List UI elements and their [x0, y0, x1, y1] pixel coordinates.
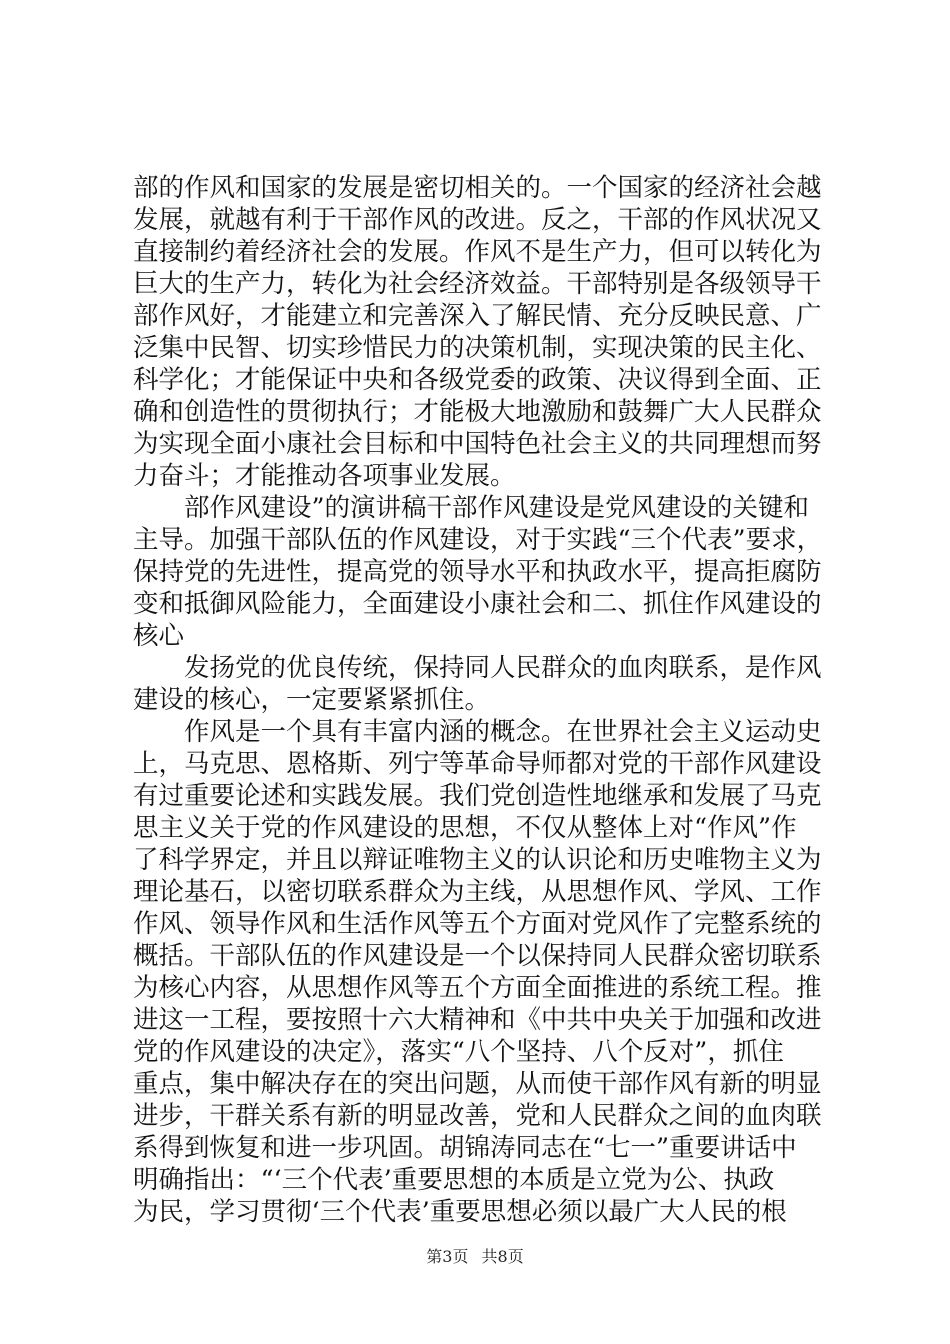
- page-total: 共8页: [481, 1247, 524, 1266]
- text-line: 巨大的生产力，转化为社会经济效益。干部特别是各级领导干: [133, 269, 822, 299]
- body-text: [133, 172, 833, 1228]
- text-line: 概括。干部队伍的作风建设是一个以保持同人民群众密切联系: [133, 941, 822, 971]
- text-line: 为核心内容，从思想作风等五个方面全面推进的系统工程。推: [133, 973, 822, 1003]
- text-line: 有过重要论述和实践发展。我们党创造性地继承和发展了马克: [133, 781, 822, 811]
- text-line: 作风、领导作风和生活作风等五个方面对党风作了完整系统的: [133, 909, 822, 939]
- text-line: 保持党的先进性，提高党的领导水平和执政水平，提高拒腐防: [133, 557, 822, 587]
- text-line: 进步，干群关系有新的明显改善，党和人民群众之间的血肉联: [133, 1101, 822, 1131]
- text-line: 为实现全面小康社会目标和中国特色社会主义的共同理想而努: [133, 429, 822, 459]
- text-line: 科学化；才能保证中央和各级党委的政策、决议得到全面、正: [133, 365, 822, 395]
- text-line: 泛集中民智、切实珍惜民力的决策机制，实现决策的民主化、: [133, 333, 822, 363]
- text-line: 作风是一个具有丰富内涵的概念。在世界社会主义运动史: [184, 717, 822, 747]
- text-line: 党的作风建设的决定》，落实“八个坚持、八个反对”，抓住: [133, 1037, 784, 1067]
- text-line: 系得到恢复和进一步巩固。胡锦涛同志在“七一”重要讲话中: [133, 1133, 797, 1163]
- text-line: 重点，集中解决存在的突出问题，从而使干部作风有新的明显: [133, 1069, 822, 1099]
- text-line: 进这一工程，要按照十六大精神和《中共中央关于加强和改进: [133, 1005, 822, 1035]
- text-line: 发扬党的优良传统，保持同人民群众的血肉联系，是作风: [184, 653, 822, 683]
- text-line: 明确指出：“‘三个代表’重要思想的本质是立党为公、执政: [133, 1165, 775, 1195]
- text-line: 为民，学习贯彻‘三个代表’重要思想必须以最广大人民的根: [133, 1197, 787, 1227]
- text-line: 确和创造性的贯彻执行；才能极大地激励和鼓舞广大人民群众: [133, 397, 822, 427]
- text-line: 思主义关于党的作风建设的思想，不仅从整体上对“作风”作: [133, 813, 797, 843]
- text-line: 直接制约着经济社会的发展。作风不是生产力，但可以转化为: [133, 237, 822, 267]
- text-line: 主导。加强干部队伍的作风建设，对于实践“三个代表”要求，: [133, 525, 823, 555]
- text-line: 部的作风和国家的发展是密切相关的。一个国家的经济社会越: [133, 173, 822, 203]
- text-line: 了科学界定，并且以辩证唯物主义的认识论和历史唯物主义为: [133, 845, 822, 875]
- text-line: 变和抵御风险能力，全面建设小康社会和二、抓住作风建设的: [133, 589, 822, 619]
- text-line: 上，马克思、恩格斯、列宁等革命导师都对党的干部作风建设: [133, 749, 822, 779]
- page-footer: [0, 1244, 950, 1267]
- text-line: 部作风建设”的演讲稿干部作风建设是党风建设的关键和: [184, 493, 810, 523]
- text-line: 建设的核心，一定要紧紧抓住。: [133, 685, 491, 715]
- text-line: 发展，就越有利于干部作风的改进。反之，干部的作风状况又: [133, 205, 822, 235]
- page-number: 第3页: [426, 1247, 469, 1266]
- text-line: 力奋斗；才能推动各项事业发展。: [133, 461, 516, 491]
- text-line: 部作风好，才能建立和完善深入了解民情、充分反映民意、广: [133, 301, 822, 331]
- text-line: 核心: [133, 621, 185, 651]
- text-line: 理论基石，以密切联系群众为主线，从思想作风、学风、工作: [133, 877, 822, 907]
